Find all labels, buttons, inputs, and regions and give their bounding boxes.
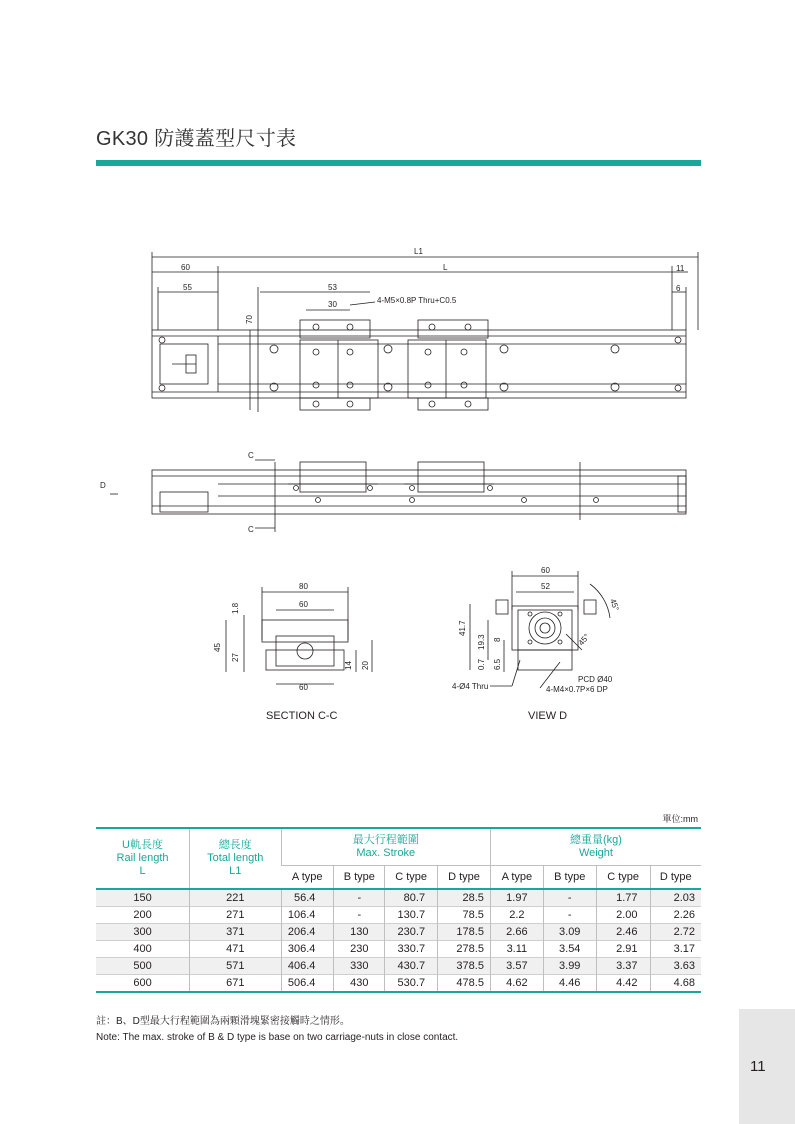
total-length-header: 總長度 Total length L1 [190, 828, 282, 889]
hole-note: 4-M5×0.8P Thru+C0.5 [377, 296, 457, 305]
section-mark-upper: C [248, 451, 254, 460]
section-cc-caption: SECTION C-C [266, 710, 338, 722]
stroke-d-type: D type [438, 866, 491, 890]
note-chinese: 註：B、D型最大行程範圍為兩顆滑塊緊密接觸時之情形。 [96, 1016, 350, 1027]
dim-19-3: 19.3 [477, 634, 486, 650]
max-stroke-header: 最大行程範圍 Max. Stroke [281, 828, 490, 866]
table-row: 500 571 406.4 330 430.7 378.5 3.57 3.99 3.37 3.63 [96, 958, 701, 975]
weight-d-type: D type [650, 866, 701, 890]
dim-11: 11 [676, 264, 685, 273]
dim-60-cc-bottom: 60 [299, 683, 308, 692]
thru-note: 4-Ø4 Thru [452, 682, 489, 691]
table-row: 600 671 506.4 430 530.7 478.5 4.62 4.46 4.42 4.68 [96, 975, 701, 993]
view-mark-d: D [100, 481, 106, 490]
dim-45: 45 [213, 643, 222, 652]
dim-14: 14 [344, 661, 353, 670]
pcd-note: PCD Ø40 [578, 675, 613, 684]
note-english: Note: The max. stroke of B & D type is base on two carriage-nuts in close contact. [96, 1032, 459, 1043]
stroke-a-type: A type [281, 866, 334, 890]
dim-45-deg-lower: 45° [576, 632, 592, 648]
dim-53: 53 [328, 283, 337, 292]
table-row: 400 471 306.4 230 330.7 278.5 3.11 3.54 2.91 3.17 [96, 941, 701, 958]
table-row: 200 271 106.4 - 130.7 78.5 2.2 - 2.00 2.26 [96, 907, 701, 924]
dim-60-d: 60 [541, 566, 550, 575]
dim-1-8: 1.8 [231, 602, 240, 614]
dim-80: 80 [299, 582, 308, 591]
stroke-b-type: B type [334, 866, 385, 890]
dim-l: L [443, 263, 448, 272]
dim-8: 8 [493, 637, 502, 642]
dim-41-7: 41.7 [458, 620, 467, 636]
weight-c-type: C type [596, 866, 650, 890]
dim-60: 60 [181, 263, 190, 272]
spec-table [96, 827, 701, 993]
section-mark-lower: C [248, 525, 254, 534]
tap-note: 4-M4×0.7P×6 DP [546, 685, 608, 694]
page-number-tab [739, 1009, 795, 1124]
side-view-drawing [110, 460, 686, 532]
dim-55: 55 [183, 283, 192, 292]
dim-30: 30 [328, 300, 337, 309]
weight-b-type: B type [543, 866, 596, 890]
dim-20: 20 [361, 661, 370, 670]
dim-6-5: 6.5 [493, 658, 502, 670]
weight-header: 總重量(kg) Weight [490, 828, 701, 866]
dim-45-deg-upper: 45° [608, 597, 621, 613]
dim-60-cc: 60 [299, 600, 308, 609]
view-d-caption: VIEW D [528, 710, 568, 722]
dim-52: 52 [541, 582, 550, 591]
rail-length-header: U軌長度 Rail length L [96, 828, 190, 889]
table-row: 300 371 206.4 130 230.7 178.5 2.66 3.09 2.46 2.72 [96, 924, 701, 941]
table-row: 150 221 56.4 - 80.7 28.5 1.97 - 1.77 2.03 [96, 889, 701, 907]
dim-0-7: 0.7 [477, 658, 486, 670]
top-view-drawing [152, 252, 698, 412]
dim-l1: L1 [414, 247, 423, 256]
weight-a-type: A type [490, 866, 543, 890]
page-title: GK30 防護蓋型尺寸表 [96, 128, 297, 150]
unit-label: 單位:mm [662, 814, 698, 824]
dim-70: 70 [245, 315, 254, 324]
page-number: 11 [750, 1058, 766, 1075]
dim-27: 27 [231, 653, 240, 662]
view-d-drawing [470, 571, 610, 688]
stroke-c-type: C type [385, 866, 438, 890]
dim-6: 6 [676, 284, 681, 293]
